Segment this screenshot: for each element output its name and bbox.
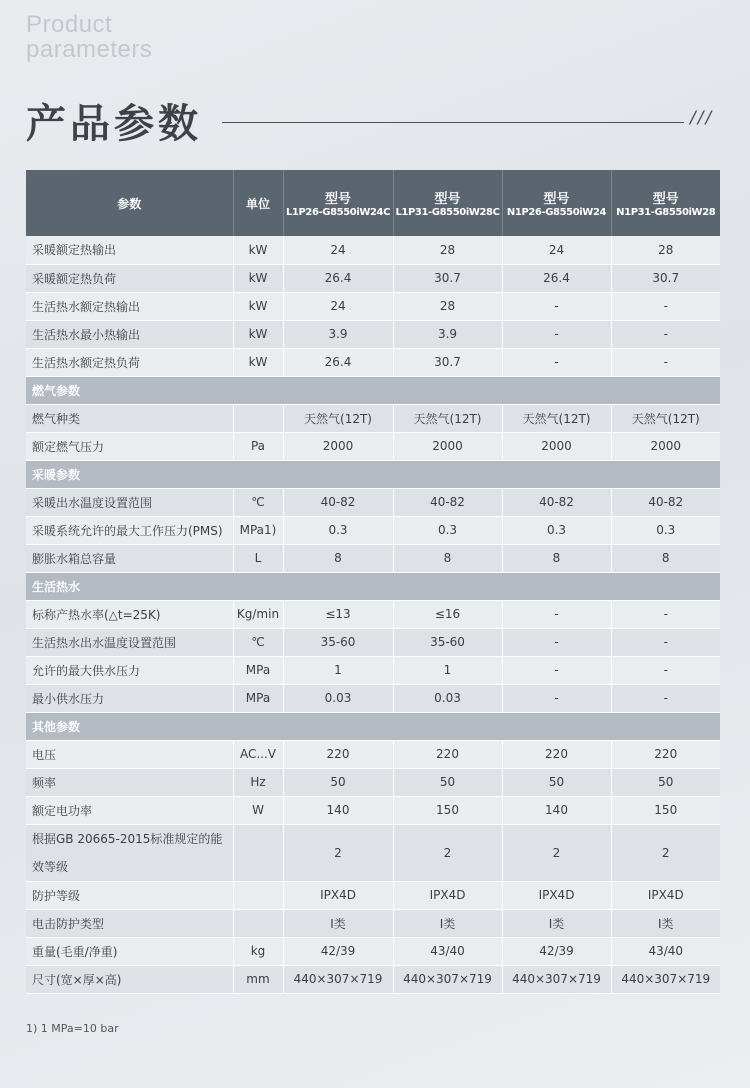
value-cell: - <box>611 600 720 628</box>
value-cell: - <box>502 348 611 376</box>
unit-cell: W <box>233 796 283 824</box>
table-row <box>26 236 720 264</box>
value-cell: - <box>502 292 611 320</box>
model-label: 型号 <box>434 192 461 207</box>
english-title <box>26 12 152 62</box>
value-cell: 150 <box>611 796 720 824</box>
header-param: 参数 <box>26 170 233 236</box>
table-row <box>26 264 720 292</box>
value-cell: 天然气(12T) <box>283 404 393 432</box>
value-cell: 24 <box>502 236 611 264</box>
table-row <box>26 937 720 965</box>
unit-cell: L <box>233 544 283 572</box>
table-row <box>26 292 720 320</box>
unit-cell: ℃ <box>233 628 283 656</box>
value-cell: IPX4D <box>611 881 720 909</box>
unit-cell <box>233 881 283 909</box>
title-slashes: /// <box>690 108 714 128</box>
table-row <box>26 544 720 572</box>
model-label: 型号 <box>324 192 351 207</box>
param-cell: 根据GB 20665-2015标准规定的能效等级 <box>26 824 233 881</box>
value-cell: 140 <box>502 796 611 824</box>
unit-cell: AC...V <box>233 740 283 768</box>
value-cell: I类 <box>283 909 393 937</box>
value-cell: 26.4 <box>283 348 393 376</box>
model-label: 型号 <box>652 192 679 207</box>
unit-cell: kW <box>233 264 283 292</box>
table-row <box>26 348 720 376</box>
param-cell: 电压 <box>26 740 233 768</box>
value-cell: 50 <box>611 768 720 796</box>
param-cell: 防护等级 <box>26 881 233 909</box>
value-cell: 8 <box>393 544 502 572</box>
section-row <box>26 572 720 600</box>
value-cell: 40-82 <box>611 488 720 516</box>
value-cell: 440×307×719 <box>611 965 720 993</box>
value-cell: - <box>611 348 720 376</box>
unit-cell: kg <box>233 937 283 965</box>
value-cell: 40-82 <box>283 488 393 516</box>
unit-cell: kW <box>233 320 283 348</box>
page-title: 产品参数 <box>26 101 202 147</box>
value-cell: 42/39 <box>502 937 611 965</box>
value-cell: - <box>611 628 720 656</box>
unit-cell: mm <box>233 965 283 993</box>
value-cell: 30.7 <box>611 264 720 292</box>
table-row <box>26 404 720 432</box>
unit-cell: ℃ <box>233 488 283 516</box>
value-cell: IPX4D <box>502 881 611 909</box>
value-cell: 220 <box>502 740 611 768</box>
value-cell: 150 <box>393 796 502 824</box>
table-row <box>26 600 720 628</box>
value-cell: I类 <box>393 909 502 937</box>
param-cell: 最小供水压力 <box>26 684 233 712</box>
param-cell: 生活热水额定热负荷 <box>26 348 233 376</box>
value-cell: - <box>502 320 611 348</box>
english-title-line1: Product <box>26 11 113 38</box>
param-cell: 采暖额定热输出 <box>26 236 233 264</box>
value-cell: 天然气(12T) <box>393 404 502 432</box>
value-cell: 440×307×719 <box>283 965 393 993</box>
value-cell: 8 <box>611 544 720 572</box>
value-cell: 35-60 <box>393 628 502 656</box>
value-cell: 220 <box>611 740 720 768</box>
model-label: 型号 <box>543 192 570 207</box>
parameter-table <box>26 170 720 994</box>
header-model-3 <box>502 170 611 236</box>
english-title-line2: parameters <box>26 36 153 63</box>
section-title: 燃气参数 <box>26 376 720 404</box>
unit-cell <box>233 909 283 937</box>
parameter-table-container <box>26 170 720 994</box>
unit-cell: kW <box>233 236 283 264</box>
param-cell: 采暖出水温度设置范围 <box>26 488 233 516</box>
value-cell: 1 <box>283 656 393 684</box>
value-cell: 40-82 <box>502 488 611 516</box>
header-unit: 单位 <box>233 170 283 236</box>
param-cell: 电击防护类型 <box>26 909 233 937</box>
param-cell: 额定燃气压力 <box>26 432 233 460</box>
table-row <box>26 432 720 460</box>
param-cell: 生活热水最小热输出 <box>26 320 233 348</box>
footnote: 1) 1 MPa=10 bar <box>26 1022 119 1035</box>
value-cell: 24 <box>283 236 393 264</box>
table-row <box>26 796 720 824</box>
param-cell: 允许的最大供水压力 <box>26 656 233 684</box>
table-body <box>26 236 720 993</box>
value-cell: 天然气(12T) <box>502 404 611 432</box>
table-row <box>26 909 720 937</box>
value-cell: 50 <box>502 768 611 796</box>
value-cell: 2 <box>283 824 393 881</box>
value-cell: 0.3 <box>502 516 611 544</box>
unit-cell: Kg/min <box>233 600 283 628</box>
value-cell: 50 <box>283 768 393 796</box>
value-cell: 天然气(12T) <box>611 404 720 432</box>
param-cell: 生活热水出水温度设置范围 <box>26 628 233 656</box>
param-cell: 重量(毛重/净重) <box>26 937 233 965</box>
model-code: N1P31-G8550iW28 <box>616 207 716 218</box>
value-cell: 3.9 <box>393 320 502 348</box>
value-cell: 2 <box>611 824 720 881</box>
table-row <box>26 628 720 656</box>
unit-cell: MPa <box>233 684 283 712</box>
value-cell: 2000 <box>502 432 611 460</box>
value-cell: 26.4 <box>502 264 611 292</box>
table-row <box>26 684 720 712</box>
value-cell: 40-82 <box>393 488 502 516</box>
value-cell: 440×307×719 <box>393 965 502 993</box>
value-cell: - <box>611 684 720 712</box>
value-cell: I类 <box>502 909 611 937</box>
unit-cell: Hz <box>233 768 283 796</box>
value-cell: - <box>502 600 611 628</box>
param-cell: 采暖额定热负荷 <box>26 264 233 292</box>
table-row <box>26 881 720 909</box>
table-row <box>26 768 720 796</box>
value-cell: IPX4D <box>283 881 393 909</box>
table-row <box>26 965 720 993</box>
value-cell: 0.03 <box>393 684 502 712</box>
param-cell: 频率 <box>26 768 233 796</box>
value-cell: 42/39 <box>283 937 393 965</box>
section-title: 采暖参数 <box>26 460 720 488</box>
header-model-1 <box>283 170 393 236</box>
value-cell: 220 <box>283 740 393 768</box>
value-cell: 0.3 <box>283 516 393 544</box>
section-row <box>26 376 720 404</box>
value-cell: 43/40 <box>393 937 502 965</box>
value-cell: IPX4D <box>393 881 502 909</box>
param-cell: 膨胀水箱总容量 <box>26 544 233 572</box>
value-cell: 28 <box>611 236 720 264</box>
header-model-2 <box>393 170 502 236</box>
param-cell: 标称产热水率(△t=25K) <box>26 600 233 628</box>
table-header-row <box>26 170 720 236</box>
param-cell: 生活热水额定热输出 <box>26 292 233 320</box>
value-cell: 140 <box>283 796 393 824</box>
value-cell: ≤16 <box>393 600 502 628</box>
value-cell: I类 <box>611 909 720 937</box>
value-cell: ≤13 <box>283 600 393 628</box>
model-code: L1P31-G8550iW28C <box>395 207 500 218</box>
value-cell: 28 <box>393 292 502 320</box>
unit-cell: MPa <box>233 656 283 684</box>
table-row <box>26 740 720 768</box>
value-cell: 35-60 <box>283 628 393 656</box>
value-cell: 8 <box>502 544 611 572</box>
value-cell: - <box>611 320 720 348</box>
value-cell: 30.7 <box>393 348 502 376</box>
value-cell: 26.4 <box>283 264 393 292</box>
value-cell: - <box>502 628 611 656</box>
table-row <box>26 656 720 684</box>
value-cell: 2000 <box>611 432 720 460</box>
value-cell: 0.3 <box>393 516 502 544</box>
value-cell: 30.7 <box>393 264 502 292</box>
param-cell: 采暖系统允许的最大工作压力(PMS) <box>26 516 233 544</box>
value-cell: 24 <box>283 292 393 320</box>
unit-cell <box>233 404 283 432</box>
value-cell: 220 <box>393 740 502 768</box>
value-cell: 50 <box>393 768 502 796</box>
unit-cell: Pa <box>233 432 283 460</box>
value-cell: 0.3 <box>611 516 720 544</box>
model-code: N1P26-G8550iW24 <box>506 207 607 218</box>
section-title: 其他参数 <box>26 712 720 740</box>
param-cell: 燃气种类 <box>26 404 233 432</box>
unit-cell: kW <box>233 348 283 376</box>
value-cell: 28 <box>393 236 502 264</box>
section-row <box>26 712 720 740</box>
section-title: 生活热水 <box>26 572 720 600</box>
value-cell: 1 <box>393 656 502 684</box>
value-cell: 43/40 <box>611 937 720 965</box>
header-model-4 <box>611 170 720 236</box>
table-row <box>26 320 720 348</box>
value-cell: - <box>502 656 611 684</box>
unit-cell: MPa1) <box>233 516 283 544</box>
table-row <box>26 488 720 516</box>
table-row <box>26 824 720 881</box>
value-cell: - <box>611 292 720 320</box>
value-cell: - <box>611 656 720 684</box>
unit-cell <box>233 824 283 881</box>
value-cell: 2000 <box>393 432 502 460</box>
model-code: L1P26-G8550iW24C <box>285 207 391 218</box>
value-cell: 0.03 <box>283 684 393 712</box>
value-cell: - <box>502 684 611 712</box>
value-cell: 8 <box>283 544 393 572</box>
section-row <box>26 460 720 488</box>
value-cell: 2 <box>393 824 502 881</box>
value-cell: 2 <box>502 824 611 881</box>
value-cell: 2000 <box>283 432 393 460</box>
unit-cell: kW <box>233 292 283 320</box>
param-cell: 尺寸(宽×厚×高) <box>26 965 233 993</box>
value-cell: 440×307×719 <box>502 965 611 993</box>
param-cell: 额定电功率 <box>26 796 233 824</box>
value-cell: 3.9 <box>283 320 393 348</box>
title-divider <box>222 122 684 123</box>
table-row <box>26 516 720 544</box>
